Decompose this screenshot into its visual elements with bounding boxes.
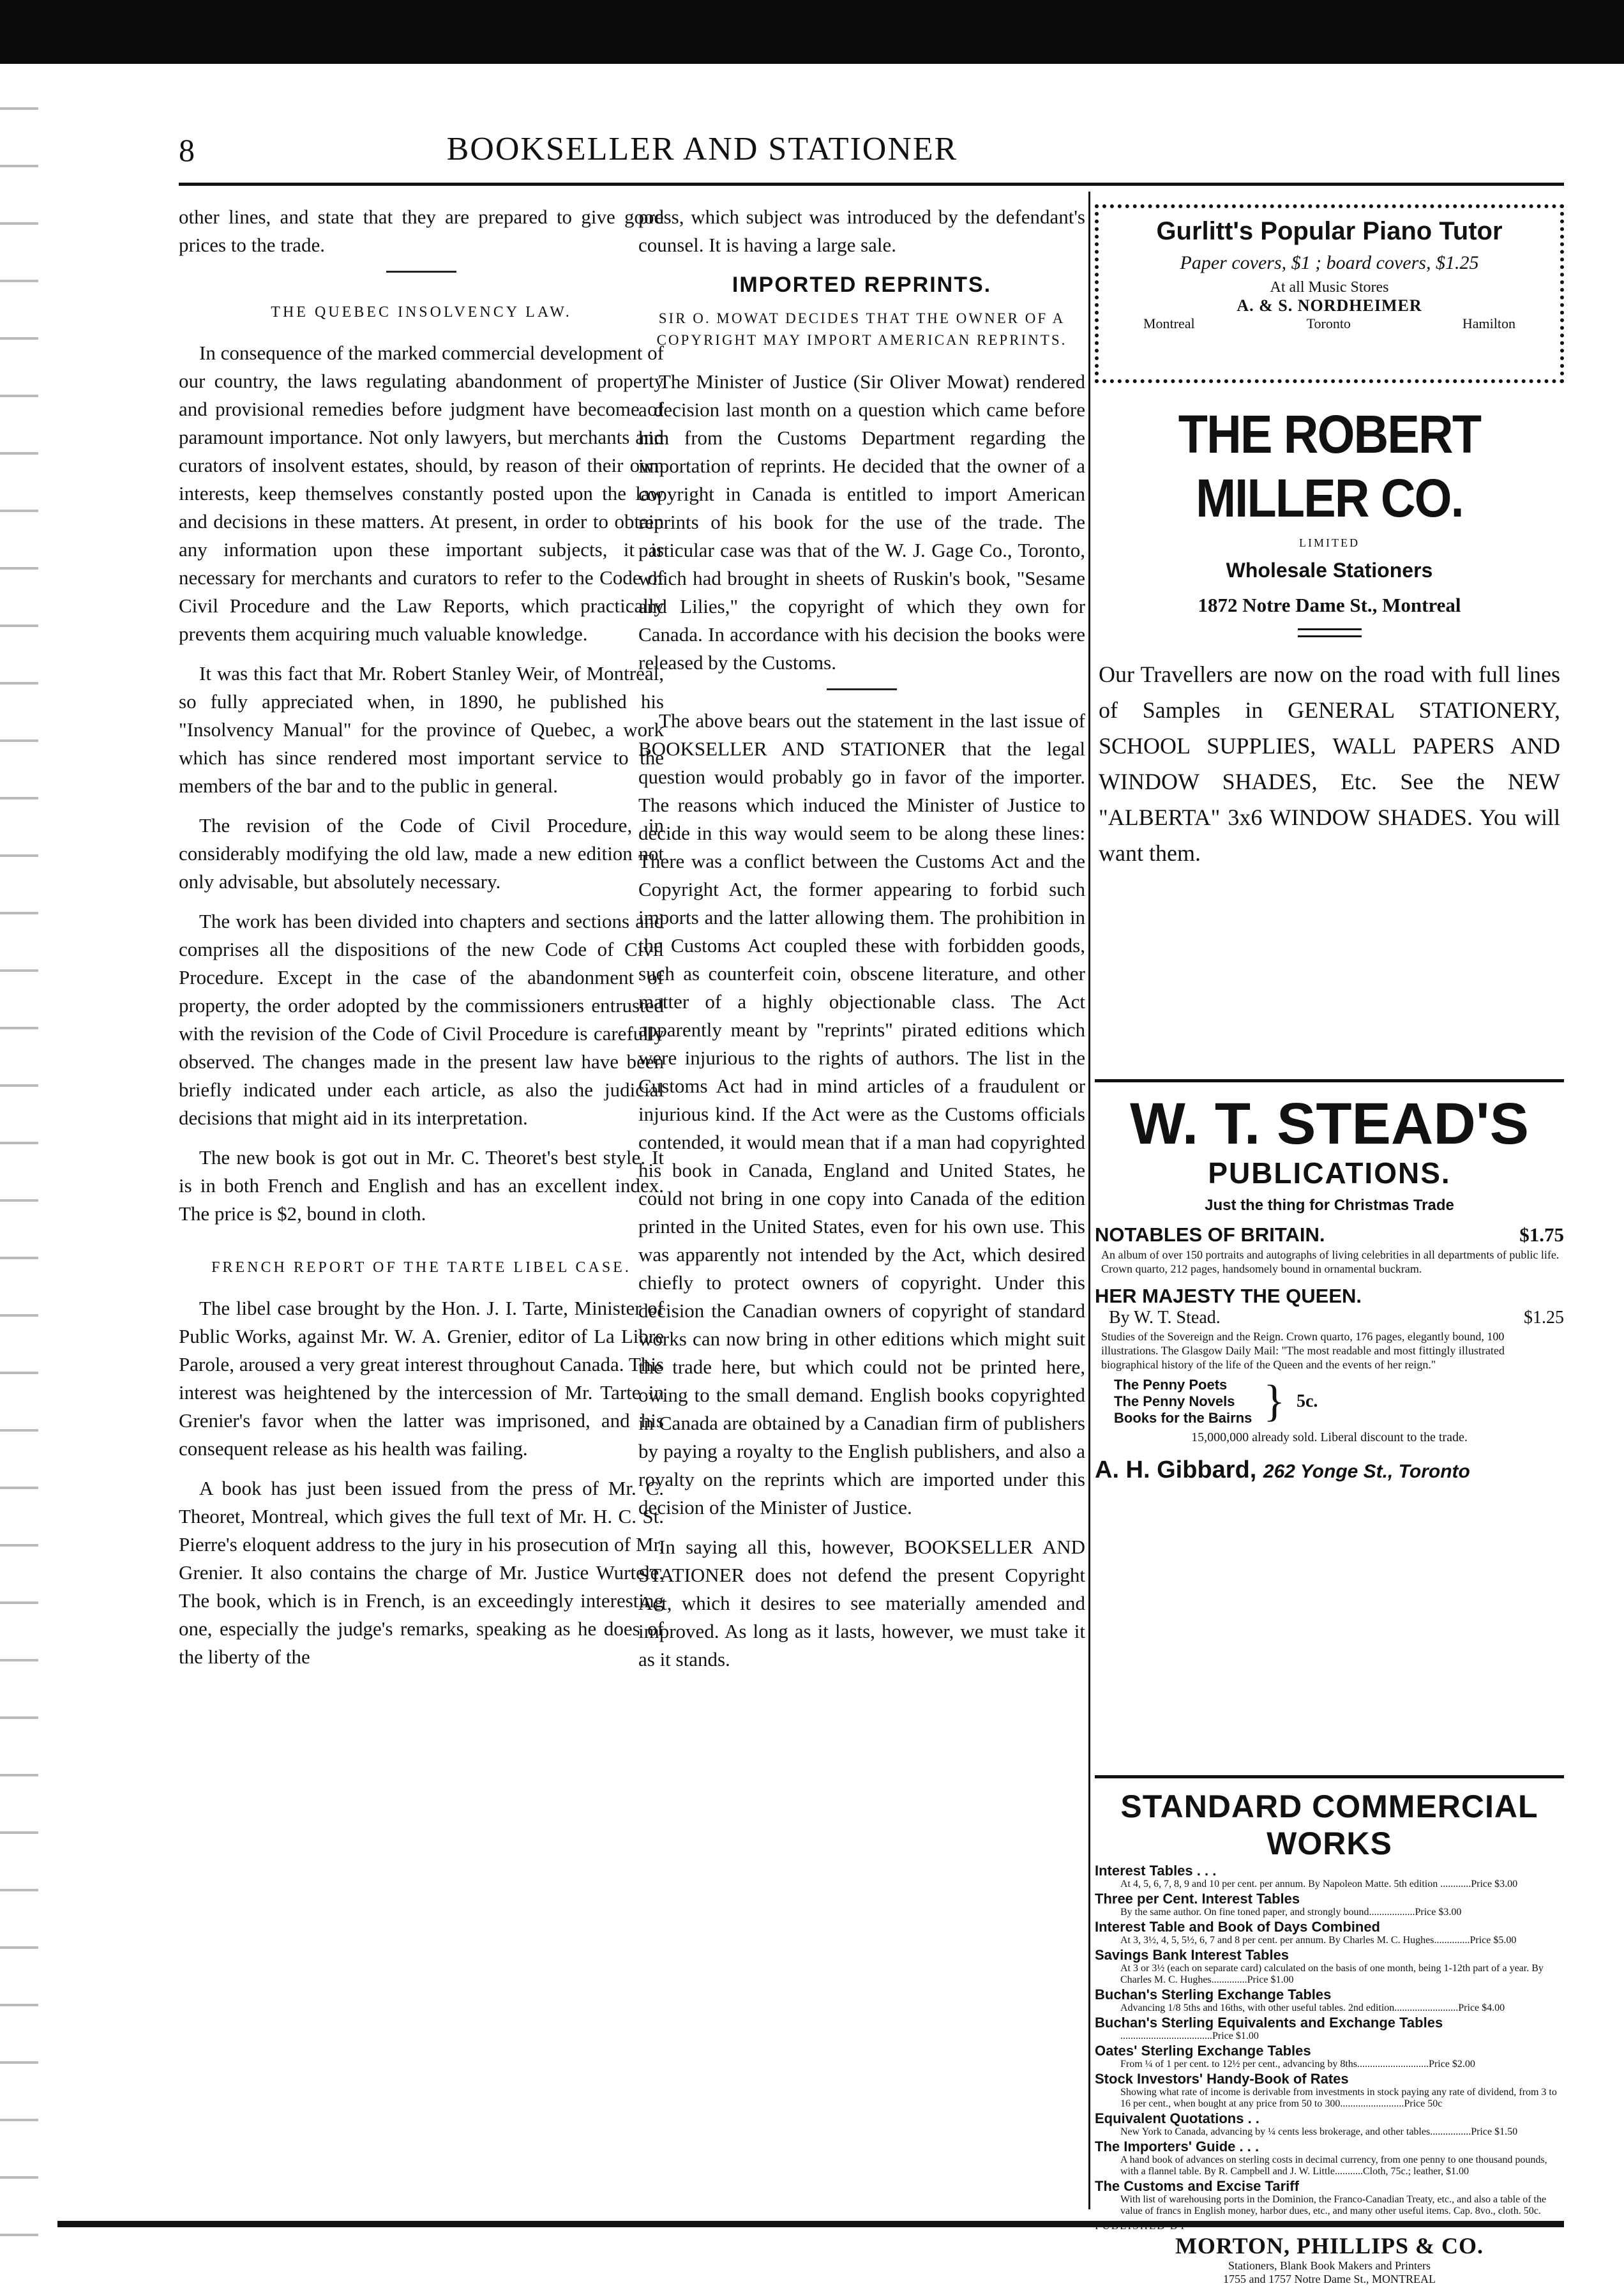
page-top-border [0, 0, 1624, 64]
gurlitt-price: Paper covers, $1 ; board covers, $1.25 [1180, 252, 1479, 273]
advertisement-column [1095, 192, 1564, 2285]
item-price: $1.75 [1519, 1223, 1564, 1246]
page-header [179, 128, 1564, 179]
work-description: Showing what rate of income is derivable from investments in stock paying any rate of dividend, from 3 to 16 per cent., when bought at any price from 50 to 300.........................Price 50c [1120, 2087, 1557, 2109]
stead-tagline: Just the thing for Christmas Trade [1205, 1197, 1454, 1214]
work-description: New York to Canada, advancing by ¼ cents less brokerage, and other tables................Price $1.50 [1120, 2126, 1518, 2137]
tarte-libel-heading: FRENCH REPORT OF THE TARTE LIBEL CASE. [211, 1259, 631, 1276]
work-title: Stock Investors' Handy-Book of Rates [1095, 2071, 1349, 2087]
list-item [1095, 1919, 1564, 1946]
work-description: From ¼ of 1 per cent. to 12½ per cent., advancing by 8ths............................Price $2.00 [1120, 2059, 1475, 2070]
ad-divider [1095, 1079, 1564, 1082]
item-name: NOTABLES OF BRITAIN. [1095, 1223, 1325, 1246]
article-paragraph: The Minister of Justice (Sir Oliver Mowat) rendered a decision last month on a question which came before him from the Customs Department regarding the importation of reprints. He decided that the owner of a copyright in Canada is entitled to import American reprints of his book for the use of the trade. The particular case was that of the W. J. Gage Co., Toronto, which had brought in sheets of Ruskin's book, "Sesame and Lilies," the copyright of which they own for Canada. In accordance with his decision the books were released by the Customs. [638, 370, 1085, 674]
article-column-2 [638, 203, 1085, 2202]
city-toronto: Toronto [1306, 315, 1351, 331]
penny-series-list [1114, 1377, 1252, 1427]
miller-double-rule [1298, 628, 1362, 637]
list-item [1095, 2179, 1564, 2217]
standard-commercial-works-ad [1095, 1788, 1564, 2285]
miller-body-text: Our Travellers are now on the road with full lines of Samples in GENERAL STATIONERY, SCHOOL SUPPLIES, WALL PAPERS AND WINDOW SHADES, Etc. See the NEW "ALBERTA" 3x6 WINDOW SHADES. You will want them. [1099, 662, 1560, 866]
penny-item: Books for the Bairns [1114, 1410, 1252, 1426]
item-name: HER MAJESTY THE QUEEN. [1095, 1285, 1362, 1307]
imported-reprints-heading: IMPORTED REPRINTS. [732, 273, 992, 297]
publisher-address: 1755 and 1757 Notre Dame St., MONTREAL [1223, 2273, 1436, 2285]
running-title: BOOKSELLER AND STATIONER [446, 131, 958, 167]
stead-title: W. T. STEAD'S [1129, 1091, 1530, 1156]
penny-series [1114, 1377, 1564, 1427]
article-paragraph: The revision of the Code of Civil Procedure, in considerably modifying the old law, made a new edition not only advisable, but absolutely necessary. [179, 814, 664, 893]
section-separator [827, 688, 897, 690]
ad-divider [1095, 1775, 1564, 1778]
continued-paragraph: press, which subject was introduced by the defendant's counsel. It is having a large sale. [638, 206, 1085, 256]
list-item [1095, 2111, 1564, 2138]
work-title: Buchan's Sterling Equivalents and Exchange Tables [1095, 2015, 1443, 2031]
item-description: Studies of the Sovereign and the Reign. Crown quarto, 176 pages, elegantly bound, 100 illustrations. The Glasgow Daily Mail: "The most readable and most fittingly illustrated biographical history of the life of the Queen and the events of her reign." [1101, 1330, 1505, 1371]
work-title: Equivalent Quotations . . [1095, 2110, 1259, 2126]
imported-reprints-subheading: SIR O. MOWAT DECIDES THAT THE OWNER OF A COPYRIGHT MAY IMPORT AMERICAN REPRINTS. [656, 310, 1067, 348]
item-description: An album of over 150 portraits and autographs of living celebrities in all departments of public life. Crown quarto, 212 pages, handsomely bound in ornamental buckram. [1101, 1248, 1560, 1275]
agent-address: 262 Yonge St., Toronto [1263, 1461, 1470, 1482]
work-title: The Customs and Excise Tariff [1095, 2178, 1299, 2194]
publisher-description: Stationers, Blank Book Makers and Printers [1228, 2259, 1431, 2272]
article-paragraph: In saying all this, however, BOOKSELLER AND STATIONER does not defend the present Copyright Act, which it desires to see materially amended and improved. As long as it lasts, however, we must take it as it stands. [638, 1536, 1085, 1670]
notables-of-britain-item [1095, 1223, 1564, 1246]
penny-price: 5c. [1296, 1391, 1318, 1411]
work-description: ....................................Price $1.00 [1120, 2031, 1259, 2041]
her-majesty-item [1095, 1285, 1564, 1308]
work-description: Advancing 1/8 5ths and 16ths, with other useful tables. 2nd edition.........................Price $4.00 [1120, 2002, 1505, 2013]
miller-company-name: THE ROBERT MILLER CO. [1178, 404, 1481, 528]
article-paragraph: It was this fact that Mr. Robert Stanley Weir, of Montreal, so fully appreciated when, in 1890, he published his "Insolvency Manual" for the province of Quebec, a work which has since rendered most important service to the members of the bar and to the public in general. [179, 662, 664, 797]
work-title: Savings Bank Interest Tables [1095, 1947, 1289, 1963]
header-rule [179, 183, 1564, 186]
list-item [1095, 2015, 1564, 2042]
work-description: By the same author. On fine toned paper, and strongly bound..................Price $3.00 [1120, 1907, 1462, 1918]
gurlitt-cities [1118, 315, 1541, 332]
gurlitt-piano-tutor-ad [1095, 204, 1564, 383]
publisher-firm: MORTON, PHILLIPS & CO. [1175, 2233, 1484, 2259]
list-item [1095, 1863, 1564, 1890]
miller-limited: LIMITED [1299, 536, 1360, 549]
article-paragraph: The work has been divided into chapters and sections and comprises all the dispositions of the new Code of Civil Procedure. Except in the case of the abandonment of property, the order adopted by the commissioners entrusted with the revision of the Code of Civil Procedure is carefully observed. The changes made in the present law have been briefly indicated under each article, as also the judicial decisions that might aid in its interpretation. [179, 910, 664, 1129]
list-item [1095, 2139, 1564, 2177]
binding-edge [0, 83, 38, 2241]
stead-publications-ad [1095, 1092, 1564, 1769]
agent-line [1095, 1457, 1564, 1484]
list-item [1095, 2043, 1564, 2070]
article-column-1 [179, 203, 664, 2202]
standard-works-title: STANDARD COMMERCIAL WORKS [1120, 1789, 1538, 1861]
work-description: At 3 or 3½ (each on separate card) calculated on the basis of one month, being 1-12th part of a year. By Charles M. C. Hughes..............Price $1.00 [1120, 1963, 1544, 1985]
page-bottom-rule [57, 2221, 1564, 2227]
robert-miller-ad [1095, 402, 1564, 1066]
article-paragraph: The new book is got out in Mr. C. Theoret's best style. It is in both French and English and has an excellent index. The price is $2, bound in cloth. [179, 1146, 664, 1225]
work-description: A hand book of advances on sterling costs in decimal currency, from one penny to one thousand pounds, with a flannel table. By R. Campbell and J. W. Little...........Cloth, 75c.; leather, $1.00 [1120, 2154, 1547, 2177]
work-title: Buchan's Sterling Exchange Tables [1095, 1987, 1332, 2002]
continued-paragraph: other lines, and state that they are prepared to give good prices to the trade. [179, 206, 664, 256]
standard-works-list [1095, 1863, 1564, 2217]
article-paragraph: The libel case brought by the Hon. J. I. Tarte, Minister of Public Works, against Mr. W. A. Grenier, editor of La Libre Parole, aroused a very great interest throughout Canada. This interest was heightened by the intercession of Mr. Tarte in Grenier's favor when the latter was imprisoned, and his consequent release as his health was failing. [179, 1297, 664, 1460]
list-item [1095, 1891, 1564, 1918]
penny-item: The Penny Poets [1114, 1377, 1228, 1393]
city-montreal: Montreal [1143, 315, 1195, 331]
column-divider [1088, 192, 1090, 2209]
gurlitt-firm: A. & S. NORDHEIMER [1237, 296, 1422, 315]
article-paragraph: In consequence of the marked commercial development of our country, the laws regulating abandonment of property and provisional remedies before judgment have become of paramount importance. Not only lawyers, but merchants and curators of insolvent estates, should, by reason of their own interests, keep themselves constantly posted upon the law and decisions in these matters. At present, in order to obtain any information upon these important subjects, it is necessary for merchants and curators to refer to the Code of Civil Procedure and the Law Reports, which practically prevents them acquiring much valuable knowledge. [179, 342, 664, 645]
city-hamilton: Hamilton [1462, 315, 1515, 331]
miller-business-type: Wholesale Stationers [1226, 559, 1433, 582]
section-separator [386, 271, 456, 273]
work-description: At 3, 3½, 4, 5, 5½, 6, 7 and 8 per cent. per annum. By Charles M. C. Hughes..............Price $5.00 [1120, 1935, 1517, 1946]
item-byline: By W. T. Stead. [1109, 1308, 1221, 1328]
list-item [1095, 1948, 1564, 1986]
work-title: The Importers' Guide . . . [1095, 2138, 1259, 2154]
stead-subtitle: PUBLICATIONS. [1208, 1156, 1451, 1190]
article-paragraph: The above bears out the statement in the last issue of BOOKSELLER AND STATIONER that the legal question would probably go in favor of the importer. The reasons which induced the Minister of Justice to decide in this way would seem to be along these lines: There was a conflict between the Customs Act and the Copyright Act, the former appearing to forbid such imports and the latter allowing them. The prohibition in the Customs Act coupled these with forbidden goods, such as counterfeit coin, obscene literature, and other matter of a highly objectionable class. The Act apparently meant by "reprints" pirated editions which were injurious to the rights of authors. The list in the Customs Act had in mind articles of a fraudulent or injurious kind. If the Act were as the Customs officials contended, it would mean that if a man had copyrighted his book in Canada, England and United States, he could not bring in one copy into Canada of the edition printed in the United States, even for his own use. This was apparently not intended by the Act, which desired chiefly to protect owners of copyright. Under this decision the Canadian owners of copyright of standard works can now bring in other editions which might suit the trade here, but which could not be printed here, owing to the small demand. English books copyrighted in Canada are obtained by a Canadian firm of publishers by paying a royalty to the English publishers, and also a royalty on the reprints which are imported under this decision of the Minister of Justice. [638, 709, 1085, 1518]
gurlitt-stores: At all Music Stores [1270, 279, 1389, 296]
list-item [1095, 2071, 1564, 2110]
work-description: With list of warehousing ports in the Dominion, the Franco-Canadian Treaty, etc., and also a table of the value of francs in English money, harbor dues, etc., and many other useful items. Cap. 8vo., cloth. 50c. [1120, 2194, 1547, 2216]
brace-glyph: } [1263, 1377, 1285, 1426]
work-title: Oates' Sterling Exchange Tables [1095, 2043, 1311, 2059]
miller-address: 1872 Notre Dame St., Montreal [1198, 594, 1461, 616]
sales-note: 15,000,000 already sold. Liberal discount to the trade. [1191, 1430, 1468, 1444]
page-number: 8 [179, 132, 195, 168]
item-price: $1.25 [1524, 1308, 1564, 1328]
article-paragraph: A book has just been issued from the press of Mr. C. Theoret, Montreal, which gives the full text of Mr. H. C. St. Pierre's eloquent address to the jury in his prosecution of Mr. Grenier. It also contains the charge of Mr. Justice Wurtele. The book, which is in French, is an exceedingly interesting one, especially the judge's remarks, speaking as he does of the liberty of the [179, 1477, 664, 1668]
quebec-insolvency-heading: THE QUEBEC INSOLVENCY LAW. [271, 304, 572, 321]
item-byline-row [1109, 1308, 1564, 1328]
penny-item: The Penny Novels [1114, 1393, 1235, 1409]
work-description: At 4, 5, 6, 7, 8, 9 and 10 per cent. per annum. By Napoleon Matte. 5th edition ............Price $3.00 [1120, 1879, 1518, 1889]
work-title: Three per Cent. Interest Tables [1095, 1891, 1300, 1907]
list-item [1095, 1987, 1564, 2014]
work-title: Interest Table and Book of Days Combined [1095, 1919, 1380, 1935]
agent-name: A. H. Gibbard, [1095, 1457, 1257, 1483]
gurlitt-title: Gurlitt's Popular Piano Tutor [1156, 217, 1503, 245]
work-title: Interest Tables . . . [1095, 1863, 1217, 1879]
